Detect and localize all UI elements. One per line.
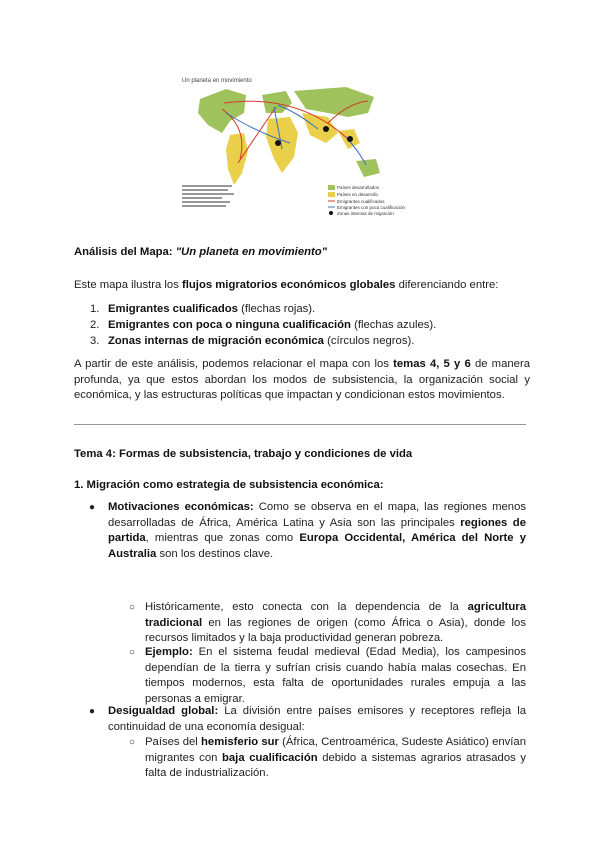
bullet-icon: ● <box>89 706 96 717</box>
south-countries-paragraph: Países del hemisferio sur (África, Centroamérica, Sudeste Asiático) envían migrantes con baja cualificación debido a sistemas agrarios atrasados y falta de industrialización. <box>145 736 527 779</box>
list-item: 3. Zonas internas de migración económica (círculos negros). <box>90 335 415 347</box>
divider <box>74 424 526 425</box>
legend-developed: Países desarrollados <box>337 185 380 190</box>
list-item: 1. Emigrantes cualificados (flechas rojas). <box>90 303 316 315</box>
analysis-title: Análisis del Mapa: "Un planeta en movimiento" <box>74 246 328 258</box>
map-inset-title: Un planeta en movimiento <box>182 78 252 84</box>
legend-internal: Zonas internas de migración <box>337 211 394 216</box>
example-paragraph: Ejemplo: En el sistema feudal medieval (Edad Media), los campesinos dependían de la tierra y sufrían crisis cuando había malas cosechas. En tiempos modernos, esta falta de oportunidades rurales empuja a las personas a emigrar. <box>145 646 526 705</box>
sub-bullet-icon: ○ <box>129 602 136 613</box>
sub-bullet-icon: ○ <box>129 647 136 658</box>
tema4-heading: Tema 4: Formas de subsistencia, trabajo y condiciones de vida <box>74 448 413 460</box>
historical-paragraph: Históricamente, esto conecta con la dependencia de la agricultura tradicional en las regiones de origen (como África o Asia), donde los recursos limitados y la baja productividad generan pobreza. <box>145 601 526 644</box>
analysis-intro: Este mapa ilustra los flujos migratorios económicos globales diferenciando entre: <box>74 279 499 291</box>
section1-heading: 1. Migración como estrategia de subsistencia económica: <box>74 479 384 491</box>
list-item: 2. Emigrantes con poca o ninguna cualificación (flechas azules). <box>90 319 437 331</box>
legend-qualified: Emigrantes cualificados <box>337 199 385 204</box>
analysis-list <box>74 302 530 350</box>
inequality-paragraph: Desigualdad global: La división entre países emisores y receptores refleja la continuidad de una economía desigual: <box>108 705 526 733</box>
bullet-icon: ● <box>89 502 96 513</box>
sub-bullet-icon: ○ <box>129 737 136 748</box>
motivations-paragraph: Motivaciones económicas: Como se observa en el mapa, las regiones menos desarrolladas de África, América Latina y Asia son las principales regiones de partida, mientras que zonas como Europa Occidental, América del Norte y Australia son los destinos clave. <box>108 501 526 560</box>
legend-developing: Países en desarrollo <box>337 192 379 197</box>
migration-map-figure <box>178 73 406 223</box>
legend-low-qualified: Emigrantes con poca cualificación <box>337 205 406 210</box>
analysis-relation: A partir de este análisis, podemos relacionar el mapa con los temas 4, 5 y 6 de manera profunda, ya que estos abordan los modos de subsistencia, la organización social y económica, y las estructuras políticas que impactan y condicionan estos movimientos. <box>74 358 530 401</box>
